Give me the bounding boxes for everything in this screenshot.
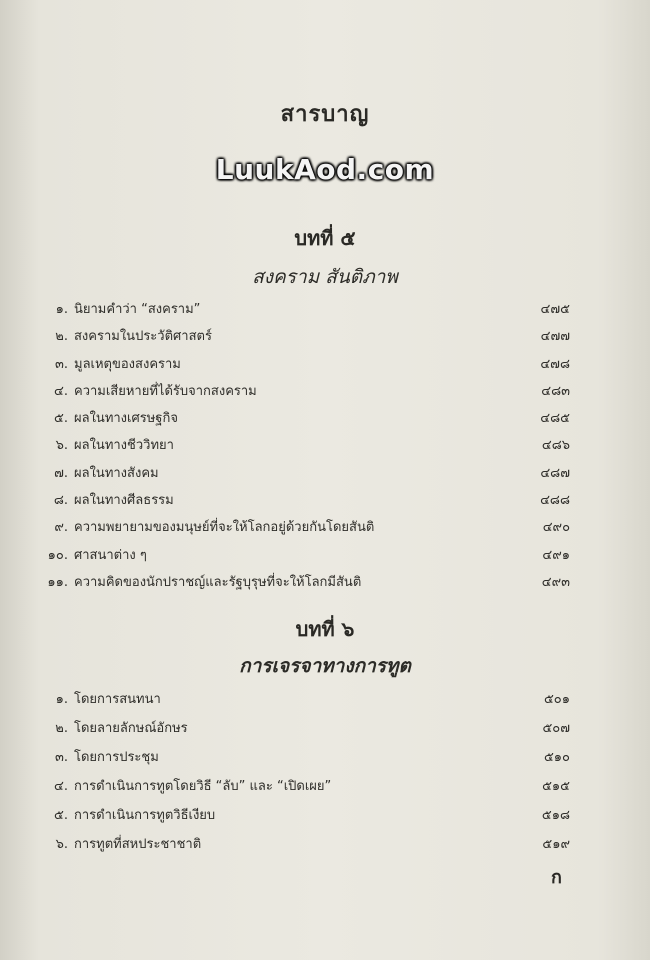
entry-number: ๔.	[54, 779, 68, 794]
toc-entry	[30, 325, 570, 352]
entry-page: ๕๐๑	[543, 692, 570, 707]
entry-page: ๕๐๗	[542, 721, 570, 736]
entry-page: ๔๘๕	[540, 411, 570, 427]
entry-label: การดำเนินการทูตวิธีเงียบ	[74, 808, 216, 823]
entry-label: การทูตที่สหประชาชาติ	[74, 837, 202, 852]
toc-entry	[30, 833, 570, 862]
entry-label: สงครามในประวัติศาสตร์	[74, 329, 212, 345]
chapter-6-subtitle: การเจรจาทางการทูต	[239, 655, 411, 677]
toc-entry	[30, 353, 570, 380]
entry-number: ๓.	[54, 750, 68, 765]
entry-label: โดยการประชุม	[74, 750, 159, 765]
page-marker: ก	[551, 867, 562, 888]
entry-number: ๘.	[53, 493, 68, 509]
entry-number: ๒.	[55, 721, 68, 736]
entry-page: ๔๗๗	[540, 329, 570, 345]
toc-entry	[30, 407, 570, 434]
chapter-5-heading: บทที่ ๕	[294, 226, 356, 250]
entry-page: ๔๘๗	[540, 465, 570, 481]
entry-number: ๑๑.	[47, 574, 68, 590]
toc-entry	[30, 688, 570, 717]
entry-label: ความพยายามของมนุษย์ที่จะให้โลกอยู่ด้วยกันโดยสันติ	[74, 520, 375, 536]
entry-page: ๔๗๕	[540, 302, 570, 317]
chapter-5-toc	[30, 298, 570, 598]
entry-label: โดยการสนทนา	[74, 692, 161, 707]
toc-entry	[30, 298, 570, 325]
entry-label: ผลในทางศีลธรรม	[74, 493, 174, 509]
contents-title: สารบาญ	[280, 102, 370, 127]
entry-number: ๕.	[54, 808, 68, 823]
toc-entry	[30, 717, 570, 746]
chapter-5-subtitle: สงคราม สันติภาพ	[252, 266, 398, 288]
entry-number: ๑๐.	[47, 547, 68, 563]
entry-page: ๔๘๓	[541, 383, 570, 399]
entry-number: ๗.	[54, 465, 68, 481]
toc-entry	[30, 489, 570, 516]
entry-number: ๑.	[55, 302, 68, 317]
entry-page: ๔๙๑	[542, 547, 570, 563]
entry-number: ๑.	[55, 692, 68, 707]
entry-label: ศาสนาต่าง ๆ	[74, 547, 147, 563]
entry-page: ๕๑๘	[541, 808, 570, 823]
entry-number: ๓.	[54, 356, 68, 372]
entry-label: ความเสียหายที่ได้รับจากสงคราม	[74, 383, 257, 399]
watermark: LuukAod.com	[215, 153, 435, 186]
entry-page: ๔๗๘	[540, 356, 570, 372]
entry-label: โดยลายลักษณ์อักษร	[74, 721, 188, 736]
entry-label: มูลเหตุของสงคราม	[74, 356, 181, 372]
entry-label: การดำเนินการทูตโดยวิธี “ลับ” และ “เปิดเผย”	[74, 779, 332, 794]
entry-label: ผลในทางชีววิทยา	[74, 438, 174, 454]
entry-number: ๔.	[54, 383, 68, 399]
toc-entry	[30, 544, 570, 571]
entry-label: นิยามคำว่า “สงคราม”	[74, 302, 201, 317]
entry-page: ๔๘๖	[541, 438, 570, 454]
entry-page: ๔๘๘	[540, 493, 570, 509]
entry-page: ๕๑๕	[542, 779, 570, 794]
entry-number: ๖.	[55, 438, 68, 454]
toc-entry	[30, 804, 570, 833]
entry-number: ๙.	[54, 520, 68, 536]
entry-page: ๔๙๓	[541, 574, 570, 590]
chapter-6-heading: บทที่ ๖	[295, 617, 355, 641]
toc-entry	[30, 571, 570, 598]
entry-page: ๕๑๙	[542, 837, 570, 852]
toc-entry	[30, 746, 570, 775]
entry-label: ความคิดของนักปราชญ์และรัฐบุรุษที่จะให้โลกมีสันติ	[74, 574, 362, 590]
entry-page: ๔๙๐	[542, 520, 570, 536]
entry-page: ๕๑๐	[543, 750, 570, 765]
entry-number: ๒.	[55, 329, 68, 345]
toc-entry	[30, 434, 570, 461]
toc-entry	[30, 380, 570, 407]
chapter-6-toc	[30, 688, 570, 862]
entry-label: ผลในทางสังคม	[74, 465, 159, 481]
toc-entry	[30, 775, 570, 804]
entry-label: ผลในทางเศรษฐกิจ	[74, 411, 178, 427]
entry-number: ๕.	[54, 411, 68, 427]
toc-entry	[30, 516, 570, 543]
entry-number: ๖.	[55, 837, 68, 852]
toc-entry	[30, 462, 570, 489]
